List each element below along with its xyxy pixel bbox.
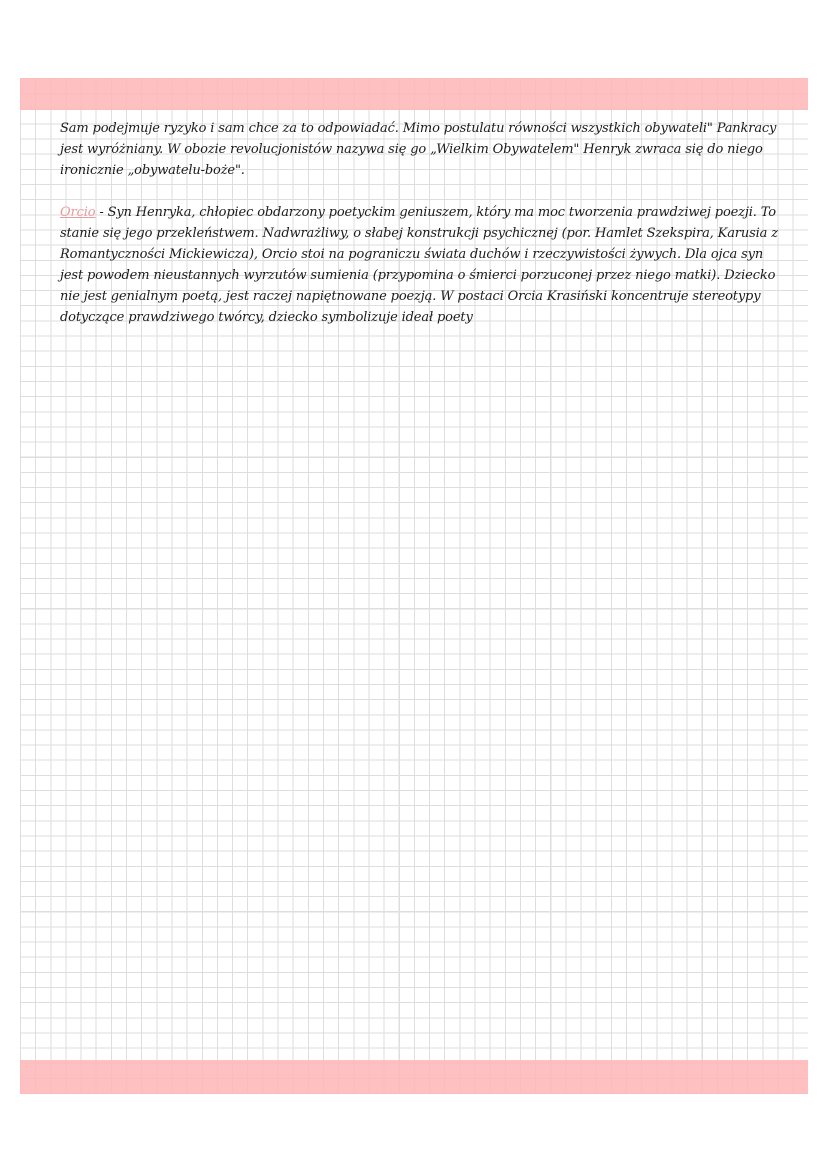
- paragraph-orcio: [60, 202, 790, 328]
- notebook-page: [20, 78, 808, 1094]
- paragraph-pankracy: [60, 118, 790, 181]
- top-pink-band: [20, 78, 808, 110]
- bottom-pink-band: [20, 1060, 808, 1094]
- paragraph-text: - Syn Henryka, chłopiec obdarzony poetyckim geniuszem, który ma moc tworzenia prawdziwej poezji. To stanie się jego przekleństwem. Nadwrażliwy, o słabej konstrukcji psychicznej (por. Hamlet Szekspira, Karusia z Romantyczności Mickiewicza), Orcio stoi na pograniczu świata duchów i rzeczywistości żywych. Dla ojca syn jest powodem nieustannych wyrzutów sumienia (przypomina o śmierci porzuconej przez niego matki). Dziecko nie jest genialnym poetą, jest raczej napiętnowane poezją. W postaci Orcia Krasiński koncentruje stereotypy dotyczące prawdziwego twórcy, dziecko symbolizuje ideał poety: [60, 205, 778, 325]
- notes-content: [60, 118, 790, 328]
- term-orcio: Orcio: [60, 205, 96, 220]
- paragraph-text: Sam podejmuje ryzyko i sam chce za to odpowiadać. Mimo postulatu równości wszystkich obywateli" Pankracy jest wyróżniany. W obozie revolucjonistów nazywa się go „Wielkim Obywatelem" Henryk zwraca się do niego ironicznie „obywatelu-boże".: [60, 121, 777, 178]
